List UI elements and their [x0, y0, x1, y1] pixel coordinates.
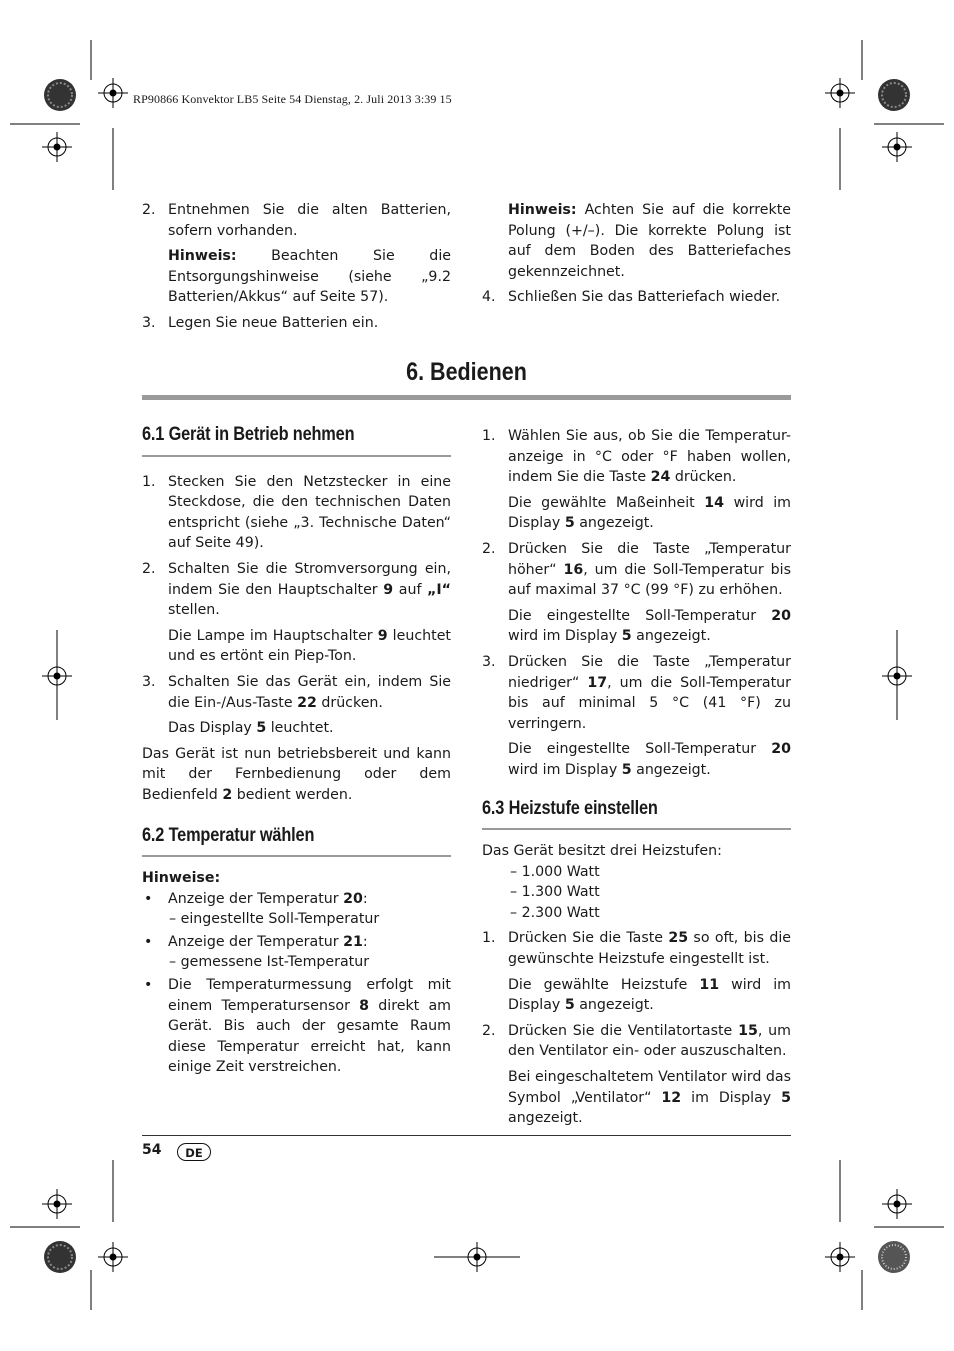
list-item: 3. Schalten Sie das Gerät ein, indem Sie die Ein-/Aus-Taste 22 drücken.	[142, 673, 451, 711]
language-badge: DE	[177, 1143, 211, 1161]
list-item: 2. Drücken Sie die Ventilatortaste 15, um den Ventilator ein- oder auszuschalten.	[482, 1022, 791, 1060]
top-right-column	[482, 200, 791, 308]
list-item: 3. Drücken Sie die Taste „Temperatur niedriger“ 17, um die Soll-Temperatur bis auf minimal 5 °C (41 °F) zu verringern.	[482, 653, 791, 732]
page-title: 6. Bedienen	[406, 358, 527, 386]
hints-label: Hinweise:	[142, 870, 221, 887]
item-text: Entnehmen Sie die alten Batterien, sofern vorhanden.	[168, 202, 451, 239]
section-rule	[482, 828, 791, 830]
hint-label: Hinweis:	[508, 202, 577, 218]
color-disk-icon	[44, 1241, 76, 1273]
right-column	[482, 426, 791, 1129]
chapter-heading	[142, 358, 791, 387]
section-rule	[142, 855, 451, 857]
color-disk-icon	[878, 79, 910, 111]
registration-target-icon	[42, 132, 72, 162]
registration-target-icon	[98, 1242, 128, 1272]
list-item: 3. Legen Sie neue Batterien ein.	[142, 314, 379, 331]
registration-target-icon	[882, 661, 912, 691]
print-header: RP90866 Konvektor LB5 Seite 54 Dienstag, 2. Juli 2013 3:39 15	[133, 92, 452, 106]
bullet-item: • Anzeige der Temperatur 20:	[142, 889, 451, 910]
left-column	[142, 425, 451, 1078]
registration-target-icon	[98, 78, 128, 108]
body-paragraph: Das Gerät ist nun betriebsbereit und kann mit der Fernbedienung oder dem Bedienfeld 2 bedient werden.	[142, 745, 451, 803]
chapter-rule	[142, 395, 791, 400]
hint-label: Hinweis:	[168, 248, 237, 265]
item-note: Die eingestellte Soll-Temperatur 20 wird im Display 5 angezeigt.	[508, 741, 791, 778]
list-item: 1. Drücken Sie die Taste 25 so oft, bis die gewünschte Heizstufe eingestellt ist.	[482, 930, 791, 968]
color-disk-icon	[878, 1241, 910, 1273]
bullet-icon: •	[144, 890, 153, 907]
list-item: 2. Drücken Sie die Taste „Temperatur höher“ 16, um die Soll-Temperatur bis auf maximal 37 °C (99 °F) zu erhöhen.	[482, 540, 791, 599]
registration-target-icon	[825, 1242, 855, 1272]
body-paragraph: Das Gerät besitzt drei Heizstufen:	[482, 843, 722, 860]
section-heading: 6.1 Gerät in Betrieb nehmen	[142, 424, 355, 445]
color-disk-icon	[44, 79, 76, 111]
item-note: Die gewählte Maßeinheit 14 wird im Display 5 angezeigt.	[508, 494, 792, 532]
section-heading: 6.2 Temperatur wählen	[142, 824, 315, 846]
registration-target-icon	[882, 132, 912, 162]
section-rule	[142, 455, 451, 457]
list-item: 1. Stecken Sie den Netzstecker in eine Steckdose, die den technischen Daten entspricht (siehe „3. Technische Daten“ auf Seite 49).	[142, 473, 451, 552]
list-item: 2. Schalten Sie die Stromversorgung ein, indem Sie den Hauptschalter 9 auf „I“ stellen.	[142, 560, 452, 619]
item-number: 2.	[142, 202, 156, 218]
hint-paragraph: Hinweis: Achten Sie auf die korrekte Polung (+/–). Die korrekte Polung ist auf dem Boden des Batteriefaches gekennzeichnet.	[508, 202, 791, 280]
item-note: Die gewählte Heizstufe 11 wird im Display 5 angezeigt.	[508, 976, 791, 1014]
page-number: 54	[142, 1142, 162, 1158]
bullet-item: • Anzeige der Temperatur 21:	[142, 932, 451, 953]
list-item: – 1.000 Watt	[510, 863, 600, 880]
item-note: Die eingestellte Soll-Temperatur 20 wird im Display 5 angezeigt.	[508, 607, 791, 645]
list-item: 1. Wählen Sie aus, ob Sie die Temperatur-anzeige in °C oder °F haben wollen, indem Sie die Taste 24 drücken.	[482, 428, 791, 486]
list-item: – 2.300 Watt	[510, 904, 600, 921]
registration-target-icon	[825, 78, 855, 108]
list-item: 4. Schließen Sie das Batteriefach wieder.	[482, 289, 781, 306]
hint-paragraph: Hinweis: Beachten Sie die Entsorgungshinweise (siehe „9.2 Batterien/Akkus“ auf Seite 57).	[168, 248, 451, 306]
item-note: Bei eingeschaltetem Ventilator wird das Symbol „Ventilator“ 12 im Display 5 angezeigt.	[508, 1069, 791, 1127]
item-note: Das Display 5 leuchtet.	[168, 720, 334, 737]
registration-target-icon	[462, 1242, 492, 1272]
bullet-subitem: – gemessene Ist-Temperatur	[169, 954, 370, 971]
section-heading: 6.3 Heizstufe einstellen	[482, 797, 658, 819]
bullet-icon: •	[144, 933, 153, 950]
registration-target-icon	[42, 1189, 72, 1219]
item-note: Die Lampe im Hauptschalter 9 leuchtet und es ertönt ein Piep-Ton.	[168, 627, 451, 665]
bullet-subitem: – eingestellte Soll-Temperatur	[169, 911, 380, 928]
registration-target-icon	[882, 1189, 912, 1219]
top-left-column	[142, 200, 451, 334]
list-item	[142, 200, 451, 241]
footer-rule	[142, 1135, 791, 1136]
list-item: – 1.300 Watt	[510, 884, 600, 901]
bullet-icon: •	[144, 977, 153, 994]
bullet-item: • Die Temperaturmessung erfolgt mit einem Temperatursensor 8 direkt am Gerät. Bis auch der gesamte Raum diese Temperatur erreicht hat, kann einige Zeit verstreichen.	[144, 977, 451, 1076]
registration-target-icon	[42, 661, 72, 691]
